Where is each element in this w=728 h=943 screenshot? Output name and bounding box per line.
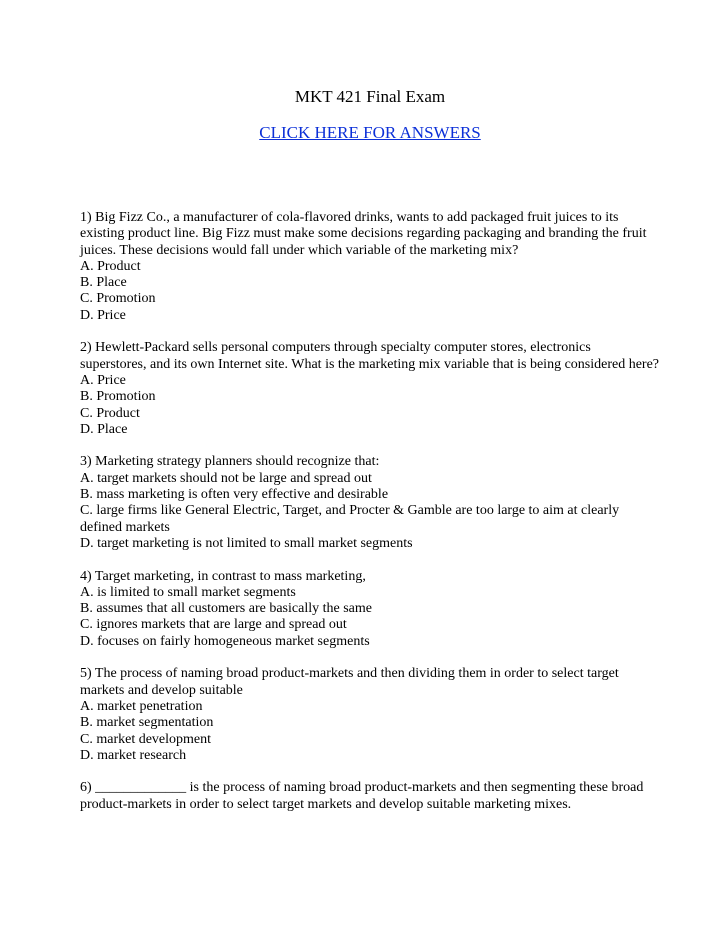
answer-option: B. Promotion [80, 389, 156, 405]
answer-option: A. target markets should not be large and spread out [80, 470, 372, 486]
answer-option: C. ignores markets that are large and spread out [80, 617, 347, 633]
question-3 [80, 454, 660, 552]
question-text: 4) Target marketing, in contrast to mass marketing, [80, 568, 366, 584]
answer-option: A. is limited to small market segments [80, 584, 296, 600]
question-1 [80, 210, 660, 324]
question-text: 3) Marketing strategy planners should recognize that: [80, 454, 380, 470]
question-text: 5) The process of naming broad product-markets and then dividing them in order to select target markets and develop suitable [80, 666, 619, 698]
question-text: 1) Big Fizz Co., a manufacturer of cola-flavored drinks, wants to add packaged fruit juices to its existing product line. Big Fizz must make some decisions regarding packaging and branding the fruit juices. These decisions would fall under which variable of the marketing mix? [80, 210, 647, 258]
answer-option: D. target marketing is not limited to small market segments [80, 535, 413, 551]
question-6 [80, 780, 660, 813]
answer-option: A. market penetration [80, 698, 203, 714]
question-4 [80, 569, 660, 650]
answer-option: C. Product [80, 405, 140, 421]
answer-option: D. market research [80, 747, 187, 763]
question-2 [80, 340, 660, 438]
answer-option: A. Product [80, 258, 141, 274]
answers-link[interactable]: CLICK HERE FOR ANSWERS [259, 123, 481, 142]
answers-link-container [0, 122, 728, 144]
answer-option: D. Price [80, 307, 126, 323]
answer-option: C. large firms like General Electric, Target, and Procter & Gamble are too large to aim at clearly defined markets [80, 503, 620, 535]
answer-option: C. market development [80, 731, 212, 747]
page-title: MKT 421 Final Exam [294, 87, 446, 106]
question-text: 6) _____________ is the process of naming broad product-markets and then segmenting these broad product-markets in order to select target markets and develop suitable marketing mixes. [80, 780, 644, 812]
question-5 [80, 666, 660, 764]
questions-list [80, 210, 660, 829]
answer-option: C. Promotion [80, 291, 156, 307]
answer-option: B. assumes that all customers are basically the same [80, 601, 372, 617]
answer-option: D. focuses on fairly homogeneous market segments [80, 633, 370, 649]
answer-option: B. Place [80, 275, 127, 291]
answer-option: D. Place [80, 421, 128, 437]
answer-option: B. mass marketing is often very effective and desirable [80, 487, 389, 503]
answer-option: A. Price [80, 372, 126, 388]
question-text: 2) Hewlett-Packard sells personal computers through specialty computer stores, electronics superstores, and its own Internet site. What is the marketing mix variable that is being considered here? [80, 340, 660, 372]
answer-option: B. market segmentation [80, 715, 214, 731]
